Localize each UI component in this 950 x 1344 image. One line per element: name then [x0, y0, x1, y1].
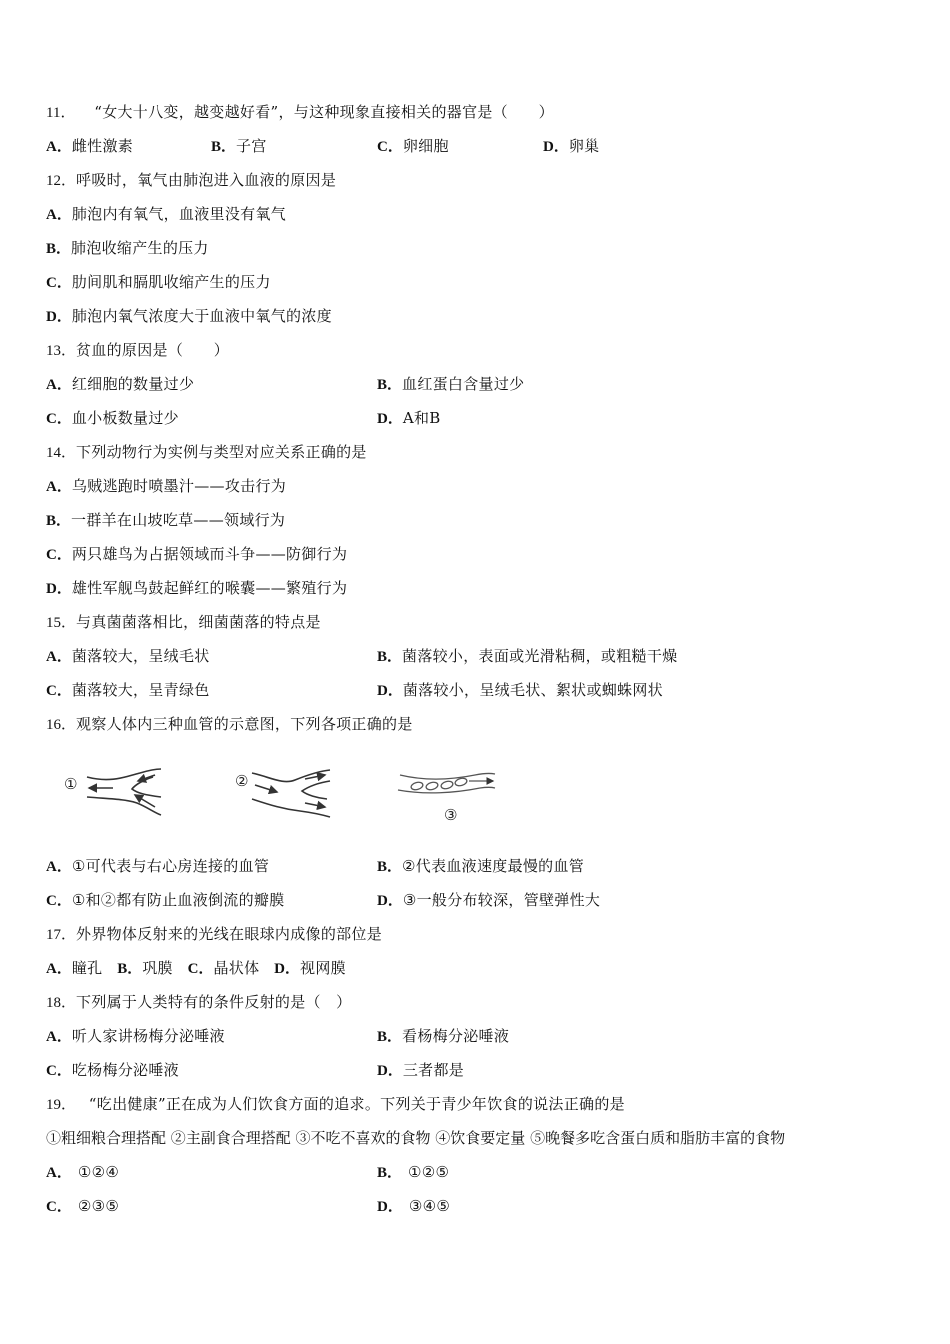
question-number: 14． [46, 445, 77, 461]
question-19-option-c[interactable] [46, 1196, 119, 1216]
option-text: 子宫 [236, 137, 267, 155]
question-19-option-d[interactable] [377, 1196, 450, 1216]
option-text: ③一般分布较深，管壁弹性大 [402, 891, 601, 909]
question-12-stem [46, 170, 336, 190]
question-14-option-c[interactable] [46, 544, 347, 564]
option-text: 菌落较大，呈青绿色 [71, 681, 210, 699]
question-16-option-d[interactable] [377, 890, 600, 910]
option-label: B． [377, 1029, 403, 1045]
question-13-option-d[interactable] [377, 408, 441, 428]
option-text: 乌贼逃跑时喷墨汁——攻击行为 [71, 477, 287, 495]
question-number: 15． [46, 615, 77, 631]
question-17-options [46, 958, 346, 978]
question-18-option-a[interactable] [46, 1026, 225, 1046]
option-text: 血小板数量过少 [71, 409, 179, 427]
question-text: 呼吸时，氧气由肺泡进入血液的原因是 [76, 171, 337, 189]
option-label: B． [46, 513, 72, 529]
option-text: 肋间肌和膈肌收缩产生的压力 [71, 273, 271, 291]
option-text: ②代表血液速度最慢的血管 [402, 857, 585, 875]
question-17-option-d[interactable] [274, 959, 346, 977]
option-text: 菌落较小，表面或光滑粘稠，或粗糙干燥 [402, 647, 678, 665]
question-number: 18． [46, 995, 77, 1011]
option-label: A． [46, 1165, 72, 1181]
option-text: 肺泡内氧气浓度大于血液中氧气的浓度 [71, 307, 332, 325]
option-text: 瞳孔 [71, 959, 103, 977]
option-text: ①②④ [77, 1163, 120, 1181]
option-text: 晶状体 [213, 959, 260, 977]
question-14-stem [46, 442, 367, 462]
option-text: 菌落较小，呈绒毛状、絮状或蜘蛛网状 [402, 681, 663, 699]
option-label: C． [46, 411, 72, 427]
option-label: B． [211, 139, 237, 155]
option-text: 视网膜 [300, 959, 346, 977]
question-13-stem [46, 340, 229, 360]
option-label: D． [543, 139, 569, 155]
question-13-option-a[interactable] [46, 374, 194, 394]
question-14-option-a[interactable] [46, 476, 286, 496]
question-12-option-c[interactable] [46, 272, 271, 292]
question-11-option-b[interactable] [211, 136, 267, 156]
question-11-stem [46, 102, 554, 122]
option-label: A． [46, 139, 72, 155]
question-16-option-b[interactable] [377, 856, 584, 876]
option-text: 两只雄鸟为占据领域而斗争——防御行为 [71, 545, 348, 563]
option-label: A． [46, 377, 72, 393]
question-17-stem [46, 924, 382, 944]
option-label: D． [377, 893, 403, 909]
question-number: 17． [46, 927, 77, 943]
option-text: 一群羊在山坡吃草——领域行为 [71, 511, 286, 529]
option-label: C． [46, 683, 72, 699]
option-label: D． [377, 411, 403, 427]
question-17-option-a[interactable] [46, 959, 102, 977]
question-19-stem [46, 1094, 625, 1114]
option-label: A． [46, 961, 72, 977]
question-19-option-b[interactable] [377, 1162, 449, 1182]
option-text: ③④⑤ [408, 1197, 451, 1215]
question-number: 19． [46, 1097, 77, 1113]
option-text: 听人家讲杨梅分泌唾液 [71, 1027, 225, 1045]
svg-text:②: ② [235, 772, 249, 790]
option-label: D． [377, 1199, 403, 1215]
svg-text:③: ③ [444, 806, 458, 824]
option-label: D． [377, 1063, 403, 1079]
option-label: B． [377, 649, 403, 665]
question-14-option-d[interactable] [46, 578, 347, 598]
option-label: A． [46, 649, 72, 665]
option-label: D． [46, 581, 72, 597]
question-number: 16． [46, 717, 77, 733]
option-label: C． [377, 139, 403, 155]
option-text: 三者都是 [402, 1061, 465, 1079]
question-15-option-d[interactable] [377, 680, 663, 700]
question-18-stem [46, 992, 351, 1012]
option-text: 血红蛋白含量过少 [402, 375, 525, 393]
option-text: 卵细胞 [402, 137, 449, 155]
option-label: D． [46, 309, 72, 325]
question-13-option-b[interactable] [377, 374, 524, 394]
option-label: A． [46, 859, 72, 875]
question-number: 11． [46, 105, 76, 121]
question-13-option-c[interactable] [46, 408, 179, 428]
question-11-option-c[interactable] [377, 136, 449, 156]
option-text: 红细胞的数量过少 [71, 375, 195, 393]
question-17-option-c[interactable] [188, 959, 260, 977]
question-16-stem [46, 714, 413, 734]
option-text: 雌性激素 [71, 137, 134, 155]
question-12-option-d[interactable] [46, 306, 332, 326]
question-18-option-c[interactable] [46, 1060, 179, 1080]
option-text: 肺泡收缩产生的压力 [71, 239, 209, 257]
option-label: C． [46, 275, 72, 291]
option-label: C． [187, 961, 214, 977]
question-text: 观察人体内三种血管的示意图，下列各项正确的是 [76, 715, 413, 733]
option-label: A． [46, 1029, 72, 1045]
option-label: D． [274, 961, 301, 977]
option-text: ②③⑤ [77, 1197, 120, 1215]
question-text: 贫血的原因是（ ） [76, 341, 230, 359]
question-number: 13． [46, 343, 77, 359]
svg-text:①: ① [64, 775, 78, 793]
option-label: B． [377, 1165, 403, 1181]
question-number: 12． [46, 173, 77, 189]
vein-diagram-1 [64, 769, 161, 815]
question-17-option-b[interactable] [117, 959, 173, 977]
option-text: 雄性军舰鸟鼓起鲜红的喉囊——繁殖行为 [71, 579, 348, 597]
question-text: 下列动物行为实例与类型对应关系正确的是 [76, 443, 367, 461]
question-text: 外界物体反射来的光线在眼球内成像的部位是 [76, 925, 383, 943]
capillary-diagram-3 [398, 773, 495, 824]
question-text: 与真菌菌落相比，细菌菌落的特点是 [76, 613, 321, 631]
option-text: ①②⑤ [408, 1163, 450, 1181]
question-15-option-c[interactable] [46, 680, 210, 700]
option-label: B． [377, 377, 403, 393]
option-label: A． [46, 207, 72, 223]
option-text: 看杨梅分泌唾液 [402, 1027, 510, 1045]
option-text: 菌落较大，呈绒毛状 [71, 647, 210, 665]
option-text: ①可代表与右心房连接的血管 [71, 857, 270, 875]
question-12-option-b[interactable] [46, 238, 209, 258]
option-label: C． [46, 893, 72, 909]
option-text: ①和②都有防止血液倒流的瓣膜 [71, 891, 285, 909]
question-15-stem [46, 612, 321, 632]
option-text: 巩膜 [142, 959, 173, 977]
question-text: 下列属于人类特有的条件反射的是（ ） [76, 993, 352, 1011]
question-15-option-a[interactable] [46, 646, 210, 666]
option-label: C． [46, 1063, 72, 1079]
question-14-option-b[interactable] [46, 510, 285, 530]
question-11-option-d[interactable] [543, 136, 599, 156]
question-12-option-a[interactable] [46, 204, 286, 224]
question-11-option-a[interactable] [46, 136, 133, 156]
option-label: C． [46, 1199, 72, 1215]
question-19-option-a[interactable] [46, 1162, 119, 1182]
question-15-option-b[interactable] [377, 646, 677, 666]
question-16-option-c[interactable] [46, 890, 285, 910]
question-text: “女大十八变，越变越好看”，与这种现象直接相关的器官是（ ） [94, 103, 554, 121]
option-label: A． [46, 479, 72, 495]
option-label: B． [117, 961, 143, 977]
option-text: 肺泡内有氧气，血液里没有氧气 [71, 205, 287, 223]
option-text: 吃杨梅分泌唾液 [71, 1061, 179, 1079]
option-label: D． [377, 683, 403, 699]
question-16-option-a[interactable] [46, 856, 269, 876]
option-text: 卵巢 [568, 137, 600, 155]
question-18-option-d[interactable] [377, 1060, 464, 1080]
question-text: “吃出健康”正在成为人们饮食方面的追求。下列关于青少年饮食的说法正确的是 [88, 1095, 625, 1113]
artery-diagram-2 [235, 770, 330, 817]
blood-vessel-diagram [55, 755, 515, 835]
option-text: A和B [402, 409, 441, 427]
question-19-statements: ①粗细粮合理搭配 ②主副食合理搭配 ③不吃不喜欢的食物 ④饮食要定量 ⑤晚餐多吃含蛋白质和脂肪丰富的食物 [46, 1129, 786, 1147]
option-label: C． [46, 547, 72, 563]
option-label: B． [46, 241, 72, 257]
question-18-option-b[interactable] [377, 1026, 509, 1046]
option-label: B． [377, 859, 403, 875]
